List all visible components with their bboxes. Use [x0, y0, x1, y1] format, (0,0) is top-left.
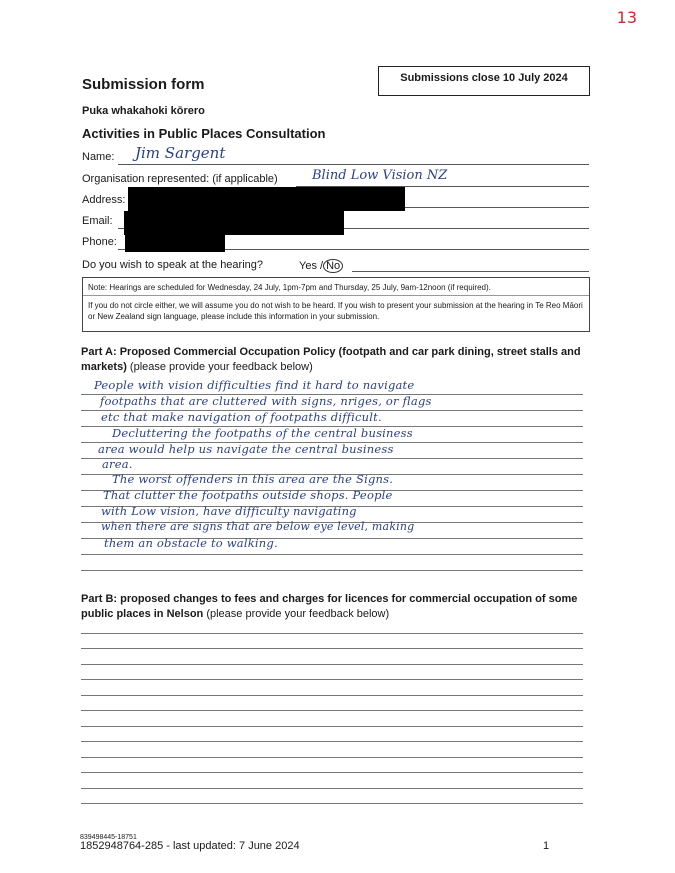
part-b-answer-line[interactable] [81, 772, 583, 773]
part-a-handwriting-line[interactable]: when there are signs that are below eye level, making [101, 520, 415, 533]
form-title: Submission form [82, 76, 205, 93]
speak-line [352, 271, 589, 272]
form-subtitle: Puka whakahoki kōrero [82, 105, 205, 117]
organisation-label: Organisation represented: (if applicable) [82, 173, 278, 185]
email-label: Email: [82, 215, 113, 227]
part-a-handwriting-line[interactable]: footpaths that are cluttered with signs, nriges, or flags [100, 394, 432, 408]
name-line [118, 164, 589, 165]
part-a-answer-line [81, 554, 583, 555]
part-b-answer-line[interactable] [81, 757, 583, 758]
submissions-close-notice: Submissions close 10 July 2024 [378, 66, 590, 96]
part-b-answer-line[interactable] [81, 710, 583, 711]
address-redaction [128, 187, 405, 211]
phone-label: Phone: [82, 236, 117, 248]
hearing-note-box [82, 277, 590, 332]
part-a-heading-instruction: (please provide your feedback below) [129, 361, 313, 373]
footer-page-number: 1 [543, 840, 550, 852]
part-a-handwriting-line[interactable]: That clutter the footpaths outside shops. People [103, 488, 393, 502]
part-b-answer-line[interactable] [81, 648, 583, 649]
part-a-answer-line [81, 458, 583, 459]
part-b-answer-line[interactable] [81, 741, 583, 742]
part-a-handwriting-line[interactable]: Decluttering the footpaths of the central business [112, 426, 413, 440]
name-label: Name: [82, 151, 115, 163]
part-a-heading [81, 345, 601, 375]
part-a-handwriting-line[interactable]: them an obstacle to walking. [104, 536, 278, 550]
speak-options [299, 259, 343, 273]
name-value[interactable]: Jim Sargent [135, 144, 226, 162]
part-b-answer-line[interactable] [81, 788, 583, 789]
part-b-answer-line[interactable] [81, 695, 583, 696]
part-b-heading [81, 592, 586, 622]
address-label: Address: [82, 194, 126, 206]
part-a-handwriting-line[interactable]: area would help us navigate the central business [98, 442, 394, 456]
footer-document-id-small: 839498445-18751 [80, 834, 137, 841]
part-b-heading-bold: Part B: proposed changes to fees and charges for licences for commercial occupation of some public places in Nelson [81, 593, 578, 620]
speak-question: Do you wish to speak at the hearing? [82, 259, 264, 271]
part-b-answer-line[interactable] [81, 664, 583, 665]
phone-redaction [125, 231, 225, 252]
organisation-value[interactable]: Blind Low Vision NZ [312, 168, 448, 183]
part-a-handwriting-line[interactable]: with Low vision, have difficulty navigating [101, 504, 357, 518]
footer-document-id: 1852948764-285 - last updated: 7 June 2024 [80, 840, 300, 852]
speak-no-option-circled[interactable]: No [323, 259, 343, 273]
speak-yes-option[interactable]: Yes / [299, 260, 324, 272]
part-b-answer-line[interactable] [81, 633, 583, 634]
page-number: 13 [616, 8, 637, 27]
part-b-answer-line[interactable] [81, 803, 583, 804]
note-divider [83, 295, 589, 296]
part-b-heading-instruction: (please provide your feedback below) [206, 608, 390, 620]
hearing-note-instructions: If you do not circle either, we will assume you do not wish to be heard. If you wish to present your submission at the hearing in Te Reo Māori or New Zealand sign language, please include this information in your submission. [88, 301, 583, 321]
part-a-handwriting-line[interactable]: area. [102, 457, 133, 471]
part-b-answer-line[interactable] [81, 726, 583, 727]
part-a-heading-bold: Part A: Proposed Commercial Occupation Policy (footpath and car park dining, street stalls and markets) [81, 346, 581, 373]
part-a-answer-line [81, 570, 583, 571]
part-b-answer-line[interactable] [81, 679, 583, 680]
part-a-handwriting-line[interactable]: People with vision difficulties find it hard to navigate [94, 378, 415, 392]
consultation-title: Activities in Public Places Consultation [82, 126, 326, 141]
hearing-note-schedule: Note: Hearings are scheduled for Wednesday, 24 July, 1pm-7pm and Thursday, 25 July, 9am-12noon (if required). [88, 283, 491, 292]
part-a-handwriting-line[interactable]: The worst offenders in this area are the Signs. [112, 472, 394, 486]
part-a-handwriting-line[interactable]: etc that make navigation of footpaths difficult. [101, 410, 382, 424]
